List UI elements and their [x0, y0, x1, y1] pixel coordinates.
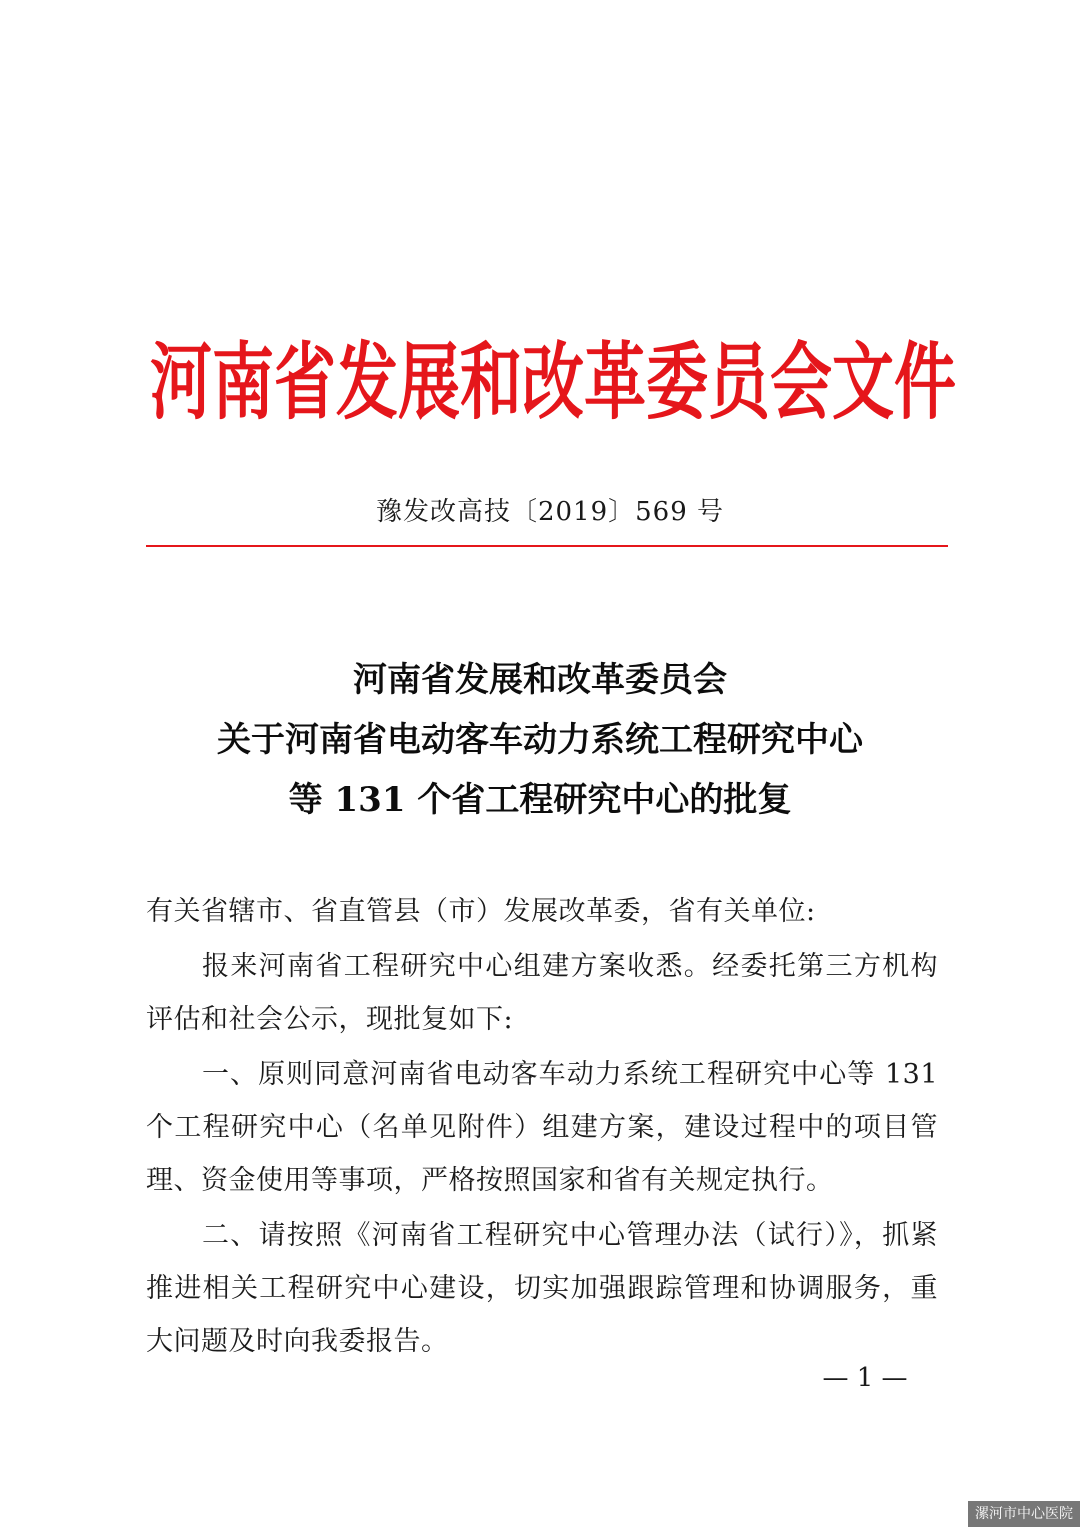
document-title	[100, 650, 980, 830]
title-line-3: 等 131 个省工程研究中心的批复	[288, 780, 792, 820]
paragraph-item-2: 二、请按照《河南省工程研究中心管理办法（试行）》，抓紧推进相关工程研究中心建设，切实加强跟踪管理和协调服务，重大问题及时向我委报告。	[146, 1220, 938, 1357]
page-number: — 1 —	[822, 1363, 908, 1393]
title-line-2: 关于河南省电动客车动力系统工程研究中心	[217, 720, 863, 760]
source-watermark: 漯河市中心医院	[968, 1501, 1080, 1527]
document-body	[146, 885, 938, 1370]
paragraph-intro: 报来河南省工程研究中心组建方案收悉。经委托第三方机构评估和社会公示，现批复如下:	[146, 951, 938, 1035]
title-line-1: 河南省发展和改革委员会	[353, 660, 727, 700]
document-number: 豫发改高技〔2019〕569 号	[375, 497, 725, 527]
red-divider-line	[146, 545, 948, 547]
salutation: 有关省辖市、省直管县（市）发展改革委，省有关单位:	[146, 896, 816, 927]
paragraph-item-1: 一、原则同意河南省电动客车动力系统工程研究中心等 131 个工程研究中心（名单见附件）组建方案，建设过程中的项目管理、资金使用等事项，严格按照国家和省有关规定执行。	[146, 1059, 938, 1196]
document-masthead: 河南省发展和改革委员会文件	[150, 332, 957, 432]
